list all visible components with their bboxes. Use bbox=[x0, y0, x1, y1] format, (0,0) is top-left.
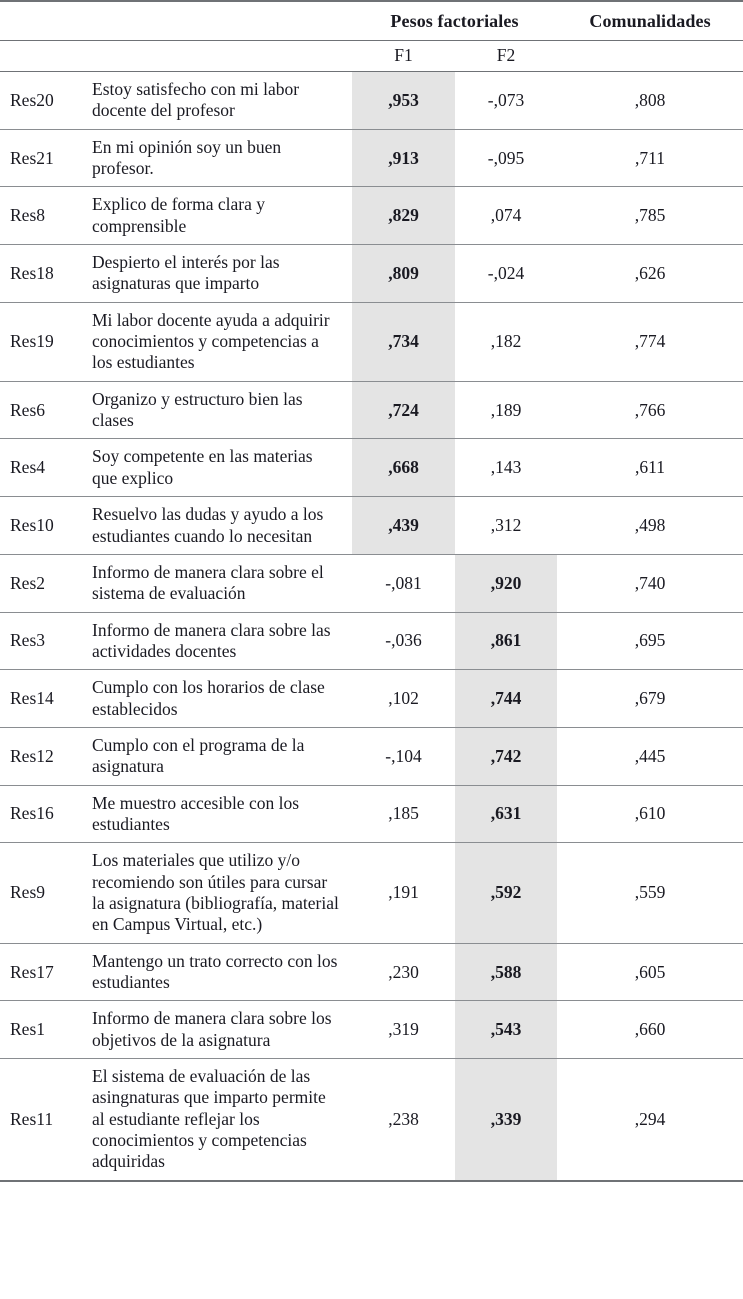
row-item-code: Res17 bbox=[0, 943, 84, 1001]
row-item-text: Informo de manera clara sobre los objetivos de la asignatura bbox=[84, 1001, 352, 1059]
table-row bbox=[0, 554, 743, 612]
table-row bbox=[0, 72, 743, 130]
row-comunalidad: ,611 bbox=[557, 439, 743, 497]
row-item-code: Res8 bbox=[0, 187, 84, 245]
row-f2-loading: -,073 bbox=[455, 72, 557, 130]
row-item-text: Cumplo con el programa de la asignatura bbox=[84, 727, 352, 785]
row-f1-loading: ,185 bbox=[352, 785, 455, 843]
subheader-f1: F1 bbox=[352, 41, 455, 72]
table-row bbox=[0, 943, 743, 1001]
row-f1-loading: ,319 bbox=[352, 1001, 455, 1059]
row-comunalidad: ,498 bbox=[557, 497, 743, 555]
row-item-text: Soy competente en las materias que explico bbox=[84, 439, 352, 497]
table-header-row-secondary bbox=[0, 41, 743, 72]
row-item-text: Los materiales que utilizo y/o recomiendo son útiles para cursar la asignatura (bibliografía, material en Campus Virtual, etc.) bbox=[84, 843, 352, 943]
row-comunalidad: ,610 bbox=[557, 785, 743, 843]
table-row bbox=[0, 1059, 743, 1181]
row-item-code: Res11 bbox=[0, 1059, 84, 1181]
row-item-code: Res9 bbox=[0, 843, 84, 943]
row-item-text: Estoy satisfecho con mi labor docente del profesor bbox=[84, 72, 352, 130]
row-f1-loading: -,081 bbox=[352, 554, 455, 612]
row-comunalidad: ,711 bbox=[557, 129, 743, 187]
row-comunalidad: ,605 bbox=[557, 943, 743, 1001]
row-item-code: Res16 bbox=[0, 785, 84, 843]
row-f1-loading: ,724 bbox=[352, 381, 455, 439]
table-row bbox=[0, 785, 743, 843]
row-f1-loading: ,913 bbox=[352, 129, 455, 187]
row-item-code: Res2 bbox=[0, 554, 84, 612]
header-code-blank bbox=[0, 1, 84, 41]
subheader-f2: F2 bbox=[455, 41, 557, 72]
row-item-code: Res3 bbox=[0, 612, 84, 670]
row-f2-loading: ,312 bbox=[455, 497, 557, 555]
row-f2-loading: -,095 bbox=[455, 129, 557, 187]
row-item-code: Res10 bbox=[0, 497, 84, 555]
row-f1-loading: ,734 bbox=[352, 302, 455, 381]
row-comunalidad: ,626 bbox=[557, 245, 743, 303]
table-header bbox=[0, 1, 743, 72]
row-f1-loading: ,102 bbox=[352, 670, 455, 728]
row-f2-loading: ,588 bbox=[455, 943, 557, 1001]
row-comunalidad: ,766 bbox=[557, 381, 743, 439]
table-row bbox=[0, 245, 743, 303]
row-item-text: Me muestro accesible con los estudiantes bbox=[84, 785, 352, 843]
table-header-row-primary bbox=[0, 1, 743, 41]
row-f2-loading: ,592 bbox=[455, 843, 557, 943]
table-row bbox=[0, 497, 743, 555]
table-row bbox=[0, 727, 743, 785]
table-row bbox=[0, 302, 743, 381]
table-body bbox=[0, 72, 743, 1181]
row-comunalidad: ,679 bbox=[557, 670, 743, 728]
row-item-code: Res1 bbox=[0, 1001, 84, 1059]
row-f1-loading: ,191 bbox=[352, 843, 455, 943]
row-item-text: Informo de manera clara sobre las actividades docentes bbox=[84, 612, 352, 670]
row-item-text: El sistema de evaluación de las asingnaturas que imparto permite al estudiante reflejar los conocimientos y competencias adquiridas bbox=[84, 1059, 352, 1181]
row-f1-loading: ,829 bbox=[352, 187, 455, 245]
header-comunalidades: Comunalidades bbox=[557, 1, 743, 41]
row-comunalidad: ,294 bbox=[557, 1059, 743, 1181]
row-item-text: Despierto el interés por las asignaturas que imparto bbox=[84, 245, 352, 303]
row-item-text: Informo de manera clara sobre el sistema de evaluación bbox=[84, 554, 352, 612]
row-f2-loading: ,189 bbox=[455, 381, 557, 439]
row-comunalidad: ,445 bbox=[557, 727, 743, 785]
table-row bbox=[0, 843, 743, 943]
row-item-code: Res20 bbox=[0, 72, 84, 130]
row-item-text: Organizo y estructuro bien las clases bbox=[84, 381, 352, 439]
row-f2-loading: ,339 bbox=[455, 1059, 557, 1181]
row-item-text: Resuelvo las dudas y ayudo a los estudiantes cuando lo necesitan bbox=[84, 497, 352, 555]
table-row bbox=[0, 187, 743, 245]
row-f2-loading: ,143 bbox=[455, 439, 557, 497]
row-f1-loading: ,953 bbox=[352, 72, 455, 130]
table-row bbox=[0, 439, 743, 497]
row-f2-loading: ,182 bbox=[455, 302, 557, 381]
row-item-code: Res12 bbox=[0, 727, 84, 785]
row-item-text: Explico de forma clara y comprensible bbox=[84, 187, 352, 245]
table-row bbox=[0, 381, 743, 439]
row-comunalidad: ,808 bbox=[557, 72, 743, 130]
subheader-item-blank bbox=[84, 41, 352, 72]
row-f2-loading: ,742 bbox=[455, 727, 557, 785]
row-item-code: Res6 bbox=[0, 381, 84, 439]
subheader-comunalidades-blank bbox=[557, 41, 743, 72]
row-f1-loading: -,104 bbox=[352, 727, 455, 785]
row-item-text: Cumplo con los horarios de clase establecidos bbox=[84, 670, 352, 728]
row-comunalidad: ,559 bbox=[557, 843, 743, 943]
row-f2-loading: -,024 bbox=[455, 245, 557, 303]
row-item-code: Res21 bbox=[0, 129, 84, 187]
row-item-code: Res14 bbox=[0, 670, 84, 728]
row-comunalidad: ,740 bbox=[557, 554, 743, 612]
row-comunalidad: ,785 bbox=[557, 187, 743, 245]
table-row bbox=[0, 129, 743, 187]
row-comunalidad: ,695 bbox=[557, 612, 743, 670]
row-item-code: Res18 bbox=[0, 245, 84, 303]
subheader-code-blank bbox=[0, 41, 84, 72]
row-f2-loading: ,631 bbox=[455, 785, 557, 843]
table-row bbox=[0, 1001, 743, 1059]
row-f1-loading: -,036 bbox=[352, 612, 455, 670]
table-row bbox=[0, 612, 743, 670]
row-f2-loading: ,744 bbox=[455, 670, 557, 728]
row-comunalidad: ,660 bbox=[557, 1001, 743, 1059]
row-f2-loading: ,074 bbox=[455, 187, 557, 245]
row-f1-loading: ,809 bbox=[352, 245, 455, 303]
header-pesos-factoriales: Pesos factoriales bbox=[352, 1, 557, 41]
row-f1-loading: ,238 bbox=[352, 1059, 455, 1181]
row-f1-loading: ,230 bbox=[352, 943, 455, 1001]
row-item-code: Res19 bbox=[0, 302, 84, 381]
row-comunalidad: ,774 bbox=[557, 302, 743, 381]
table-row bbox=[0, 670, 743, 728]
row-item-code: Res4 bbox=[0, 439, 84, 497]
row-item-text: Mi labor docente ayuda a adquirir conocimientos y competencias a los estudiantes bbox=[84, 302, 352, 381]
row-f2-loading: ,861 bbox=[455, 612, 557, 670]
row-f2-loading: ,920 bbox=[455, 554, 557, 612]
row-item-text: En mi opinión soy un buen profesor. bbox=[84, 129, 352, 187]
row-f2-loading: ,543 bbox=[455, 1001, 557, 1059]
row-f1-loading: ,439 bbox=[352, 497, 455, 555]
header-item-blank bbox=[84, 1, 352, 41]
row-f1-loading: ,668 bbox=[352, 439, 455, 497]
row-item-text: Mantengo un trato correcto con los estudiantes bbox=[84, 943, 352, 1001]
